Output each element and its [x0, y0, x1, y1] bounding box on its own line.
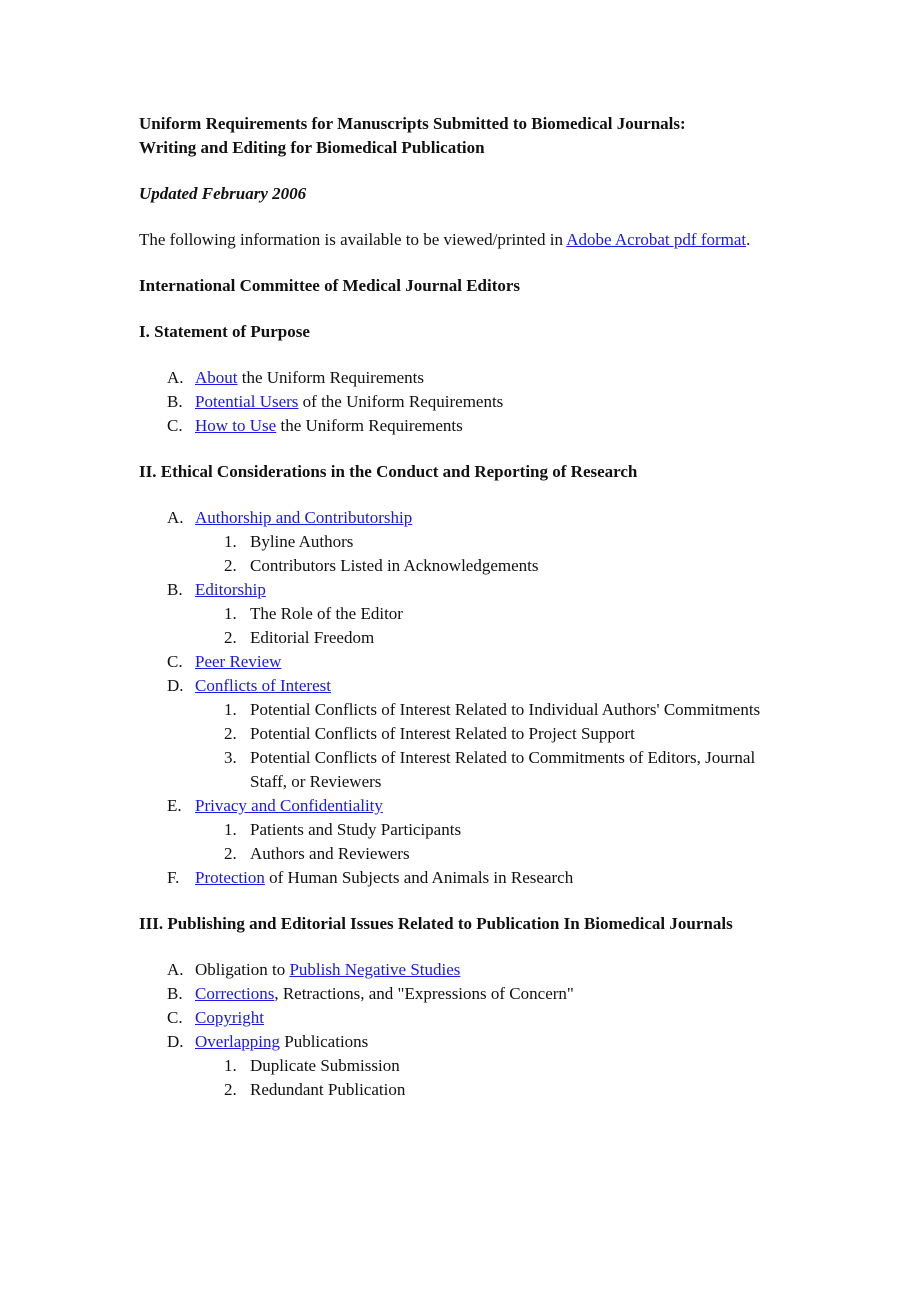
list-marker: A. — [167, 960, 184, 979]
sub-list — [195, 530, 779, 578]
overlapping-link[interactable]: Overlapping — [195, 1032, 280, 1051]
list-item — [139, 650, 779, 674]
list-item — [139, 958, 779, 982]
list-item — [139, 674, 779, 794]
list-item — [139, 866, 779, 890]
list-marker: C. — [167, 416, 183, 435]
sub-item-text: Contributors Listed in Acknowledgements — [250, 556, 539, 575]
updated-date: Updated February 2006 — [139, 184, 307, 203]
section-1-heading: I. Statement of Purpose — [139, 322, 310, 341]
list-item — [139, 1006, 779, 1030]
list-marker: E. — [167, 796, 182, 815]
sub-list-item — [195, 602, 779, 626]
conflicts-of-interest-link[interactable]: Conflicts of Interest — [195, 676, 331, 695]
privacy-link[interactable]: Privacy and Confidentiality — [195, 796, 383, 815]
sub-list-item — [195, 554, 779, 578]
corrections-link[interactable]: Corrections — [195, 984, 275, 1003]
sub-list-marker: 2. — [224, 628, 237, 647]
authorship-link[interactable]: Authorship and Contributorship — [195, 508, 413, 527]
sub-list-item — [195, 746, 779, 794]
section-3-list — [139, 958, 779, 1102]
sub-list-item — [195, 1054, 779, 1078]
sub-list-marker: 1. — [224, 820, 237, 839]
item-prefix: Obligation to — [195, 960, 290, 979]
sub-list-item — [195, 722, 779, 746]
item-text: the Uniform Requirements — [276, 416, 463, 435]
section-2-list — [139, 506, 779, 890]
protection-link[interactable]: Protection — [195, 868, 265, 887]
list-marker: C. — [167, 652, 183, 671]
list-marker: A. — [167, 368, 184, 387]
item-text: the Uniform Requirements — [237, 368, 424, 387]
sub-list-marker: 1. — [224, 604, 237, 623]
list-marker: D. — [167, 676, 184, 695]
editorship-link[interactable]: Editorship — [195, 580, 266, 599]
document-title — [139, 112, 779, 160]
sub-list-item — [195, 698, 779, 722]
item-text: of Human Subjects and Animals in Research — [264, 868, 574, 887]
item-text: of the Uniform Requirements — [298, 392, 504, 411]
sub-list — [195, 1054, 779, 1102]
sub-list-item — [195, 626, 779, 650]
item-text: , Retractions, and "Expressions of Concern" — [274, 984, 574, 1003]
intro-end: . — [746, 230, 751, 249]
copyright-link[interactable]: Copyright — [195, 1008, 264, 1027]
list-marker: A. — [167, 508, 184, 527]
sub-item-text: Redundant Publication — [250, 1080, 406, 1099]
sub-list-marker: 1. — [224, 700, 237, 719]
list-item — [139, 414, 779, 438]
sub-item-text: Byline Authors — [250, 532, 354, 551]
sub-item-text: Patients and Study Participants — [250, 820, 462, 839]
committee-name: International Committee of Medical Journal Editors — [139, 276, 521, 295]
intro-paragraph — [139, 228, 779, 252]
list-marker: B. — [167, 580, 183, 599]
sub-list-marker: 2. — [224, 844, 237, 863]
sub-list-item — [195, 1078, 779, 1102]
document-content — [139, 112, 779, 1124]
sub-list — [195, 698, 779, 794]
intro-text: The following information is available to be viewed/printed in — [139, 230, 567, 249]
section-3-heading: III. Publishing and Editorial Issues Related to Publication In Biomedical Journals — [139, 914, 733, 933]
list-item — [139, 390, 779, 414]
sub-item-text: Authors and Reviewers — [250, 844, 410, 863]
publish-negative-studies-link[interactable]: Publish Negative Studies — [289, 960, 461, 979]
sub-item-text: Duplicate Submission — [250, 1056, 400, 1075]
about-link[interactable]: About — [195, 368, 238, 387]
list-marker: C. — [167, 1008, 183, 1027]
list-marker: B. — [167, 392, 183, 411]
list-item — [139, 506, 779, 578]
sub-item-text: Editorial Freedom — [250, 628, 375, 647]
sub-item-text: Potential Conflicts of Interest Related to Project Support — [250, 724, 635, 743]
list-item — [139, 1030, 779, 1102]
sub-list-item — [195, 842, 779, 866]
title-line-1: Uniform Requirements for Manuscripts Submitted to Biomedical Journals: — [139, 114, 686, 133]
sub-list — [195, 602, 779, 650]
sub-list-item — [195, 530, 779, 554]
list-item — [139, 794, 779, 866]
item-text: Publications — [279, 1032, 369, 1051]
potential-users-link[interactable]: Potential Users — [195, 392, 299, 411]
sub-list-marker: 1. — [224, 532, 237, 551]
sub-list-marker: 1. — [224, 1056, 237, 1075]
sub-list-marker: 2. — [224, 1080, 237, 1099]
peer-review-link[interactable]: Peer Review — [195, 652, 282, 671]
sub-item-text: Potential Conflicts of Interest Related to Individual Authors' Commitments — [250, 700, 761, 719]
title-line-2: Writing and Editing for Biomedical Publication — [139, 138, 485, 157]
pdf-format-link[interactable]: Adobe Acrobat pdf format — [566, 230, 747, 249]
sub-list — [195, 818, 779, 866]
list-marker: B. — [167, 984, 183, 1003]
sub-list-marker: 2. — [224, 724, 237, 743]
section-1-list — [139, 366, 779, 438]
sub-list-item — [195, 818, 779, 842]
sub-list-marker: 2. — [224, 556, 237, 575]
sub-item-text: The Role of the Editor — [250, 604, 403, 623]
list-item — [139, 982, 779, 1006]
list-item — [139, 366, 779, 390]
list-item — [139, 578, 779, 650]
list-marker: F. — [167, 868, 180, 887]
section-2-heading: II. Ethical Considerations in the Conduct and Reporting of Research — [139, 462, 638, 481]
sub-item-text: Potential Conflicts of Interest Related to Commitments of Editors, Journal Staff, or Reviewers — [250, 748, 756, 791]
list-marker: D. — [167, 1032, 184, 1051]
how-to-use-link[interactable]: How to Use — [195, 416, 277, 435]
sub-list-marker: 3. — [224, 748, 237, 767]
